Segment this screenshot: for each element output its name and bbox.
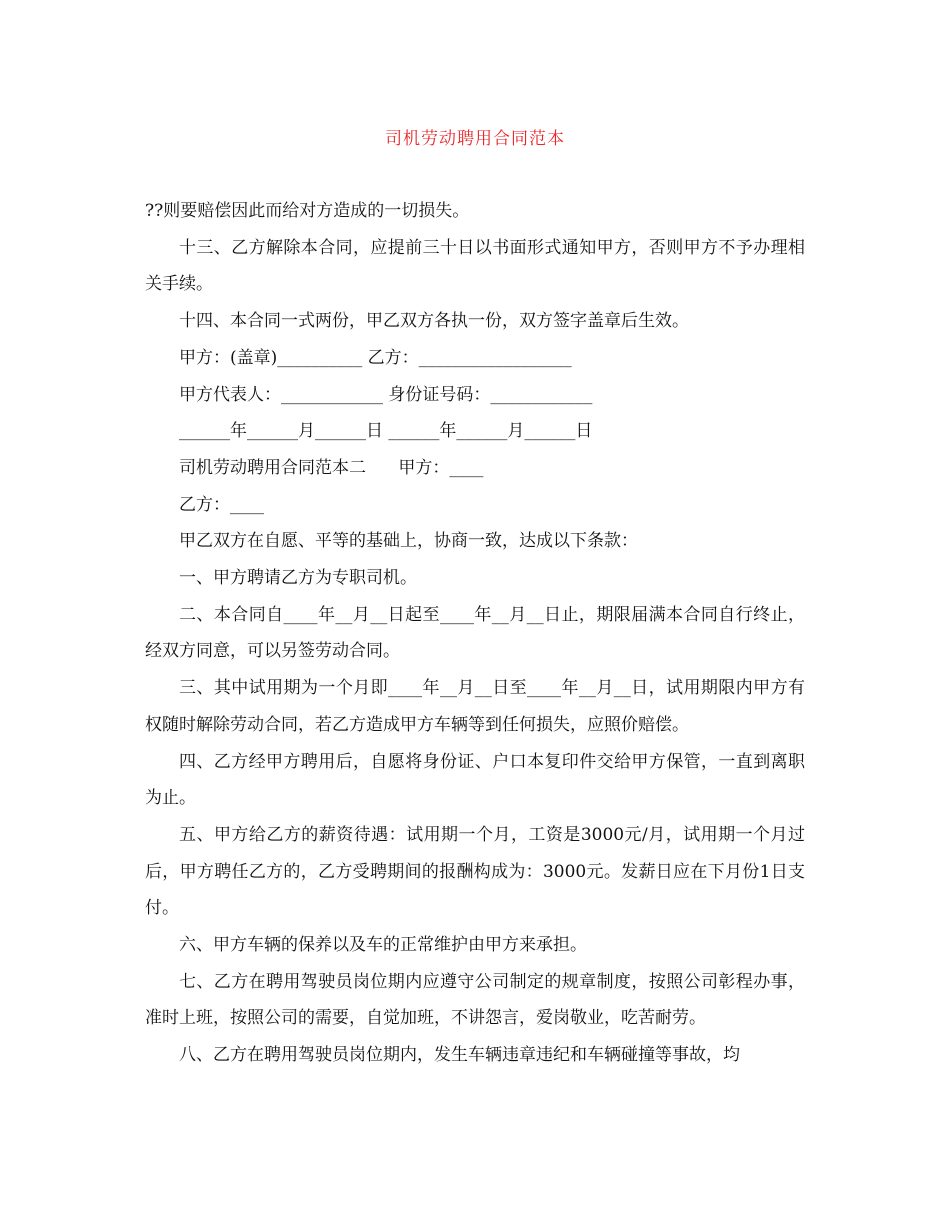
paragraph-clause-14: 十四、本合同一式两份，甲乙双方各执一份，双方签字盖章后生效。 <box>179 311 689 332</box>
document-body <box>145 193 805 1074</box>
paragraph-preamble: 甲乙双方在自愿、平等的基础上，协商一致，达成以下条款： <box>179 531 638 552</box>
paragraph-clause-4: 四、乙方经甲方聘用后，自愿将身份证、户口本复印件交给甲方保管，一直到离职为止。 <box>145 751 805 809</box>
signature-line-dates: ______年______月______日 ______年______月______日 <box>179 421 593 442</box>
paragraph-clause-13: 十三、乙方解除本合同，应提前三十日以书面形式通知甲方，否则甲方不予办理相关手续。 <box>145 237 805 295</box>
second-template-heading-line: 司机劳动聘用合同范本二 甲方：____ <box>179 457 484 478</box>
paragraph-clause-3: 三、其中试用期为一个月即____年__月__日至____年__月__日，试用期限内甲方有权随时解除劳动合同，若乙方造成甲方车辆等到任何损失，应照价赔偿。 <box>145 678 805 735</box>
paragraph-clause-8: 八、乙方在聘用驾驶员岗位期内，发生车辆违章违纪和车辆碰撞等事故，均 <box>179 1045 740 1066</box>
paragraph-continuation: ??则要赔偿因此而给对方造成的一切损失。 <box>145 201 470 221</box>
paragraph-clause-1: 一、甲方聘请乙方为专职司机。 <box>179 568 417 589</box>
paragraph-clause-5: 五、甲方给乙方的薪资待遇：试用期一个月，工资是3000元/月，试用期一个月过后，甲方聘任乙方的，乙方受聘期间的报酬构成为：3000元。发薪日应在下月份1日支付。 <box>145 824 805 919</box>
signature-line-representative-id: 甲方代表人：____________ 身份证号码：____________ <box>179 384 593 405</box>
paragraph-clause-7: 七、乙方在聘用驾驶员岗位期内应遵守公司制定的规章制度，按照公司彰程办事，准时上班，按照公司的需要，自觉加班，不讲怨言，爱岗敬业，吃苦耐劳。 <box>145 971 805 1029</box>
second-template-party-b-line: 乙方：____ <box>179 494 264 515</box>
paragraph-clause-2: 二、本合同自____年__月__日起至____年__月__日止，期限届满本合同自行终止，经双方同意，可以另签劳动合同。 <box>145 604 805 662</box>
paragraph-clause-6: 六、甲方车辆的保养以及车的正常维护由甲方来承担。 <box>179 935 587 956</box>
signature-line-party-a-b: 甲方：(盖章)__________ 乙方：__________________ <box>179 347 572 368</box>
document-title: 司机劳动聘用合同范本 <box>385 129 565 149</box>
